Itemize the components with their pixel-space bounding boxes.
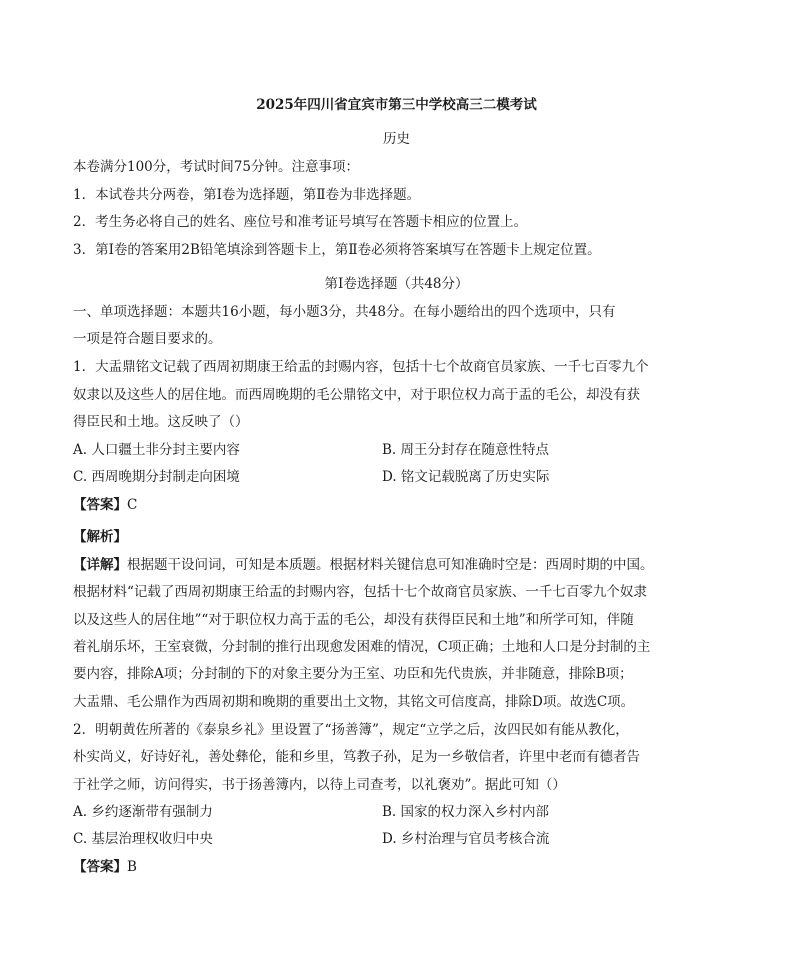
question-1-option-a: A. 人口疆土非分封主要内容	[73, 442, 240, 458]
question-2-option-b: B. 国家的权力深入乡村内部	[382, 804, 550, 820]
exam-title: 2025年四川省宜宾市第三中学校高三二模考试	[256, 97, 537, 113]
answer-value: B	[127, 859, 137, 875]
section-heading: 第Ⅰ卷选择题（共48分）	[324, 276, 469, 292]
question-2-answer	[73, 857, 137, 877]
detail-text: 根据题干设问词，可知是本质题。根据材料关键信息可知准确时空是：西周时期的中国。	[127, 557, 654, 573]
answer-label: 【答案】	[73, 497, 127, 513]
question-1-detail-line-4: 着礼崩乐坏，王室衰微，分封制的推行出现愈发困难的情况，C项正确；土地和人口是分封制的主	[73, 639, 651, 655]
question-1-option-d: D. 铭文记载脱离了历史实际	[382, 469, 550, 485]
question-1-detail-line-5: 要内容，排除A项；分封制的下的对象主要分为王室、功臣和先代贵族，并非随意，排除B项；	[73, 666, 633, 682]
instruction-item-3: 3．第Ⅰ卷的答案用2B铅笔填涂到答题卡上，第Ⅱ卷必须将答案填写在答题卡上规定位置。	[73, 242, 601, 258]
subject-heading: 历史	[383, 131, 410, 147]
instructions-intro: 本卷满分100分，考试时间75分钟。注意事项：	[73, 159, 359, 175]
question-2-option-c: C. 基层治理权收归中央	[73, 831, 213, 847]
question-2-line-3: 于社学之师，访问得实，书于扬善簿内，以待上司查考，以礼褒劝”。据此可知（）	[73, 777, 566, 793]
detail-label: 【详解】	[73, 557, 127, 573]
question-1-option-b: B. 周王分封存在随意性特点	[382, 442, 550, 458]
question-1-detail-line-1	[73, 555, 654, 575]
question-2-option-d: D. 乡村治理与官员考核合流	[382, 831, 550, 847]
question-2-line-1: 2．明朝黄佐所著的《泰泉乡礼》里设置了“扬善簿”，规定“立学之后，汝四民如有能从教化，	[73, 722, 629, 738]
question-1-line-3: 得臣民和土地。这反映了（）	[73, 414, 249, 430]
question-1-line-2: 奴隶以及这些人的居住地。而西周晚期的毛公鼎铭文中，对于职位权力高于盂的毛公，却没有获	[73, 387, 640, 403]
question-2-line-2: 朴实尚义，好诗好礼，善处彝伦，能和乡里，笃教子孙，足为一乡敬信者，许里中老而有德者告	[73, 749, 640, 765]
question-1-detail-line-2: 根据材料“记载了西周初期康王给盂的封赐内容，包括十七个故商官员家族、一千七百零九个奴隶	[73, 584, 647, 600]
question-1-analysis-label: 【解析】	[73, 529, 127, 545]
instruction-item-2: 2．考生务必将自己的姓名、座位号和准考证号填写在答题卡相应的位置上。	[73, 214, 528, 230]
question-1-line-1: 1．大盂鼎铭文记载了西周初期康王给盂的封赐内容，包括十七个故商官员家族、一千七百零九个	[73, 359, 649, 375]
question-1-answer	[73, 495, 137, 515]
question-1-option-c: C. 西周晚期分封制走向困境	[73, 469, 240, 485]
answer-value: C	[127, 497, 138, 513]
question-1-detail-line-3: 以及这些人的居住地”“对于职位权力高于盂的毛公，却没有获得臣民和土地”和所学可知，伴随	[73, 612, 634, 628]
section-description-line-2: 一项是符合题目要求的。	[73, 331, 222, 347]
question-2-option-a: A. 乡约逐渐带有强制力	[73, 804, 213, 820]
section-description-line-1: 一、单项选择题：本题共16小题，每小题3分，共48分。在每小题给出的四个选项中，只有	[73, 304, 616, 320]
instruction-item-1: 1．本试卷共分两卷，第Ⅰ卷为选择题，第Ⅱ卷为非选择题。	[73, 187, 421, 203]
question-1-detail-line-6: 大盂鼎、毛公鼎作为西周初期和晚期的重要出土文物，其铭文可信度高，排除D项。故选C项。	[73, 694, 635, 710]
answer-label: 【答案】	[73, 859, 127, 875]
